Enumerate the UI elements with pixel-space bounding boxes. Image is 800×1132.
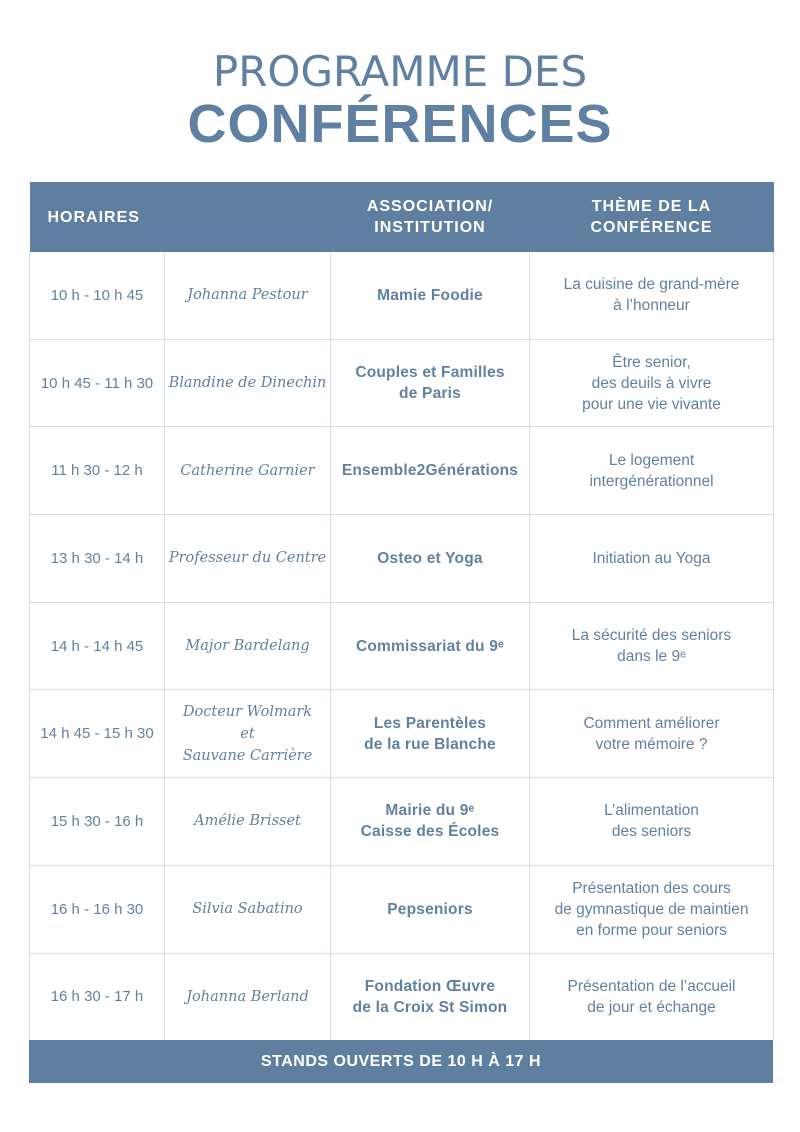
header-association-text: ASSOCIATION/ INSTITUTION <box>366 198 494 236</box>
time-cell: 15 h 30 - 16 h <box>30 778 165 866</box>
speaker-cell: Major Bardelang <box>165 602 331 690</box>
header-theme-text: THÈME DE LA CONFÉRENCE <box>590 198 713 236</box>
association-cell: Commissariat du 9ᵉ <box>331 602 530 690</box>
association-cell: Fondation Œuvre de la Croix St Simon <box>331 953 530 1041</box>
table-row <box>30 953 774 1041</box>
theme-cell: Le logement intergénérationnel <box>530 427 774 515</box>
table-body <box>30 252 774 1041</box>
header-row <box>30 182 774 252</box>
theme-cell: Être senior, des deuils à vivre pour une vie vivante <box>530 339 774 427</box>
theme-cell: Présentation de l’accueil de jour et échange <box>530 953 774 1041</box>
speaker-cell: Johanna Berland <box>165 953 331 1041</box>
time-cell: 11 h 30 - 12 h <box>30 427 165 515</box>
speaker-cell: Blandine de Dinechin <box>165 339 331 427</box>
association-cell: Osteo et Yoga <box>331 515 530 603</box>
table-header <box>30 182 774 252</box>
time-cell: 16 h - 16 h 30 <box>30 865 165 953</box>
header-horaires: HORAIRES <box>30 182 165 252</box>
speaker-cell: Amélie Brisset <box>165 778 331 866</box>
table-row <box>30 865 774 953</box>
theme-cell: Présentation des cours de gymnastique de maintien en forme pour seniors <box>530 865 774 953</box>
association-cell: Couples et Familles de Paris <box>331 339 530 427</box>
speaker-cell: Catherine Garnier <box>165 427 331 515</box>
association-cell: Ensemble2Générations <box>331 427 530 515</box>
table-row <box>30 778 774 866</box>
speaker-cell: Docteur Wolmark et Sauvane Carrière <box>165 690 331 778</box>
table-row <box>30 427 774 515</box>
association-cell: Les Parentèles de la rue Blanche <box>331 690 530 778</box>
program-table <box>29 182 774 1041</box>
theme-cell: La sécurité des seniors dans le 9ᵉ <box>530 602 774 690</box>
time-cell: 10 h 45 - 11 h 30 <box>30 339 165 427</box>
association-cell: Mamie Foodie <box>331 252 530 339</box>
header-speaker <box>165 182 331 252</box>
time-cell: 10 h - 10 h 45 <box>30 252 165 339</box>
table-row <box>30 515 774 603</box>
time-cell: 16 h 30 - 17 h <box>30 953 165 1041</box>
table-row <box>30 602 774 690</box>
association-cell: Mairie du 9ᵉ Caisse des Écoles <box>331 778 530 866</box>
theme-cell: Comment améliorer votre mémoire ? <box>530 690 774 778</box>
theme-cell: L’alimentation des seniors <box>530 778 774 866</box>
header-association <box>331 182 530 252</box>
time-cell: 13 h 30 - 14 h <box>30 515 165 603</box>
footer-banner: STANDS OUVERTS DE 10 H À 17 H <box>29 1040 773 1083</box>
speaker-cell: Silvia Sabatino <box>165 865 331 953</box>
title-line-2: CONFÉRENCES <box>187 94 613 154</box>
speaker-cell: Professeur du Centre <box>165 515 331 603</box>
table-row <box>30 339 774 427</box>
title-line-1: PROGRAMME DES <box>212 47 588 96</box>
theme-cell: Initiation au Yoga <box>530 515 774 603</box>
table-row <box>30 690 774 778</box>
time-cell: 14 h 45 - 15 h 30 <box>30 690 165 778</box>
theme-cell: La cuisine de grand-mère à l’honneur <box>530 252 774 339</box>
time-cell: 14 h - 14 h 45 <box>30 602 165 690</box>
table-row <box>30 252 774 339</box>
program-table-wrapper <box>29 182 773 1041</box>
speaker-cell: Johanna Pestour <box>165 252 331 339</box>
header-theme <box>530 182 774 252</box>
association-cell: Pepseniors <box>331 865 530 953</box>
